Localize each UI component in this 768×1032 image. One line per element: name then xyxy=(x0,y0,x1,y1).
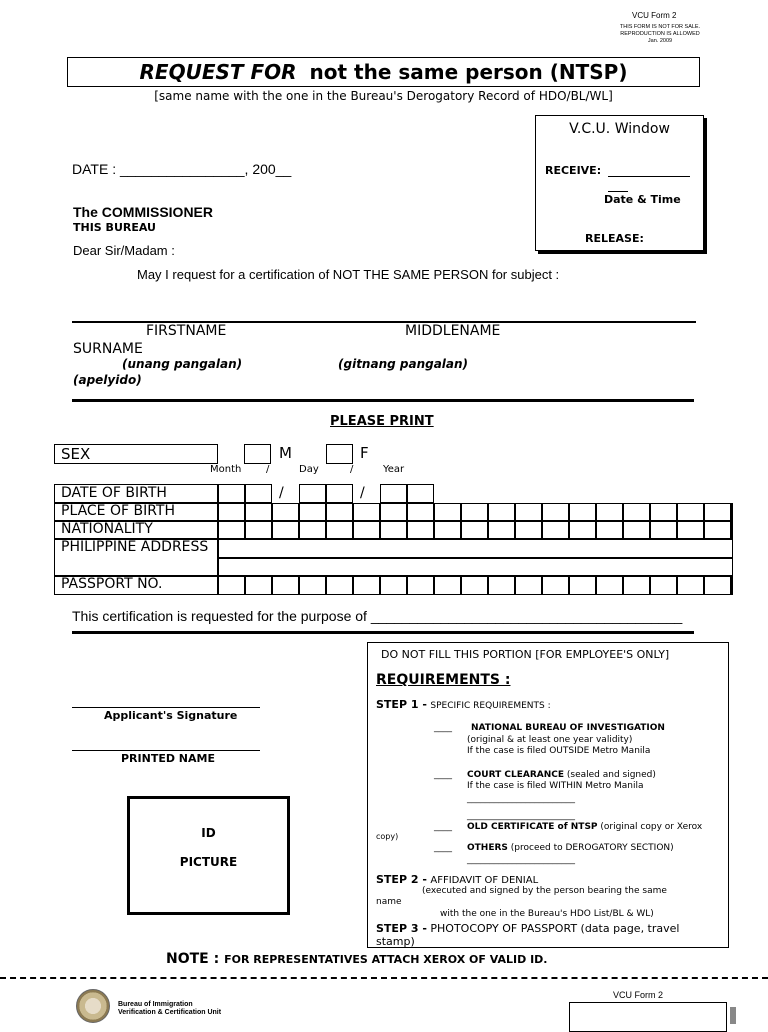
month-label: Month xyxy=(210,464,242,475)
others-title: OTHERS xyxy=(467,843,508,853)
char-box[interactable] xyxy=(650,521,677,539)
court-clearance-title: COURT CLEARANCE xyxy=(467,770,564,780)
char-box[interactable] xyxy=(326,521,353,539)
char-box[interactable] xyxy=(407,576,434,595)
char-box[interactable] xyxy=(407,521,434,539)
char-box[interactable] xyxy=(380,576,407,595)
surname-translation: (apelyido) xyxy=(73,373,142,387)
address-line-field[interactable] xyxy=(218,558,733,576)
char-box[interactable] xyxy=(488,576,515,595)
notice-line: REPRODUCTION IS ALLOWED xyxy=(620,31,700,37)
others-note: (proceed to DEROGATORY SECTION) xyxy=(510,843,674,853)
greeting: Dear Sir/Madam : xyxy=(73,243,175,258)
printed-name-label: PRINTED NAME xyxy=(121,752,215,765)
step-1 xyxy=(376,698,551,711)
firstname-label: FIRSTNAME xyxy=(146,323,227,339)
addressee-sub: THIS BUREAU xyxy=(73,221,156,234)
nationality-label: NATIONALITY xyxy=(61,521,153,537)
char-box[interactable] xyxy=(488,503,515,521)
employee-only-header: DO NOT FILL THIS PORTION [FOR EMPLOYEE'S ONLY] xyxy=(381,648,670,661)
firstname-translation: (unang pangalan) xyxy=(122,357,243,371)
middlename-translation: (gitnang pangalan) xyxy=(338,357,469,371)
dob-digit-box[interactable] xyxy=(407,484,434,503)
note-label: NOTE : xyxy=(166,951,220,967)
char-box[interactable] xyxy=(704,503,731,521)
applicant-signature-label: Applicant's Signature xyxy=(104,709,238,722)
char-box[interactable] xyxy=(326,576,353,595)
sex-label: SEX xyxy=(54,444,218,464)
notice-line: THIS FORM IS NOT FOR SALE. xyxy=(619,24,701,30)
char-box[interactable] xyxy=(218,521,245,539)
char-box[interactable] xyxy=(731,576,733,595)
address-line-field[interactable] xyxy=(218,539,733,558)
char-box[interactable] xyxy=(731,503,733,521)
char-box[interactable] xyxy=(515,503,542,521)
page-title xyxy=(67,57,700,87)
char-box[interactable] xyxy=(272,576,299,595)
char-box[interactable] xyxy=(596,521,623,539)
release-label: RELEASE: xyxy=(585,232,644,245)
vcu-window-title: V.C.U. Window xyxy=(569,121,670,137)
char-box[interactable] xyxy=(461,576,488,595)
org-name: Bureau of Immigration xyxy=(118,1001,193,1008)
female-checkbox[interactable] xyxy=(326,444,353,464)
char-box[interactable] xyxy=(218,503,245,521)
name-line-bottom xyxy=(72,399,694,402)
title-prefix: REQUEST FOR xyxy=(139,60,297,84)
char-box[interactable] xyxy=(245,503,272,521)
char-box[interactable] xyxy=(326,503,353,521)
step-2-label: STEP 2 - xyxy=(376,873,427,886)
bureau-seal-icon xyxy=(76,989,110,1023)
step-2-text: AFFIDAVIT OF DENIAL xyxy=(430,875,539,886)
char-box[interactable] xyxy=(542,503,569,521)
date-time-label: Date & Time xyxy=(604,193,681,206)
char-box[interactable] xyxy=(488,521,515,539)
court-clearance-checkbox[interactable]: ____ xyxy=(434,770,452,780)
dob-digit-box[interactable] xyxy=(380,484,407,503)
id-picture-label: ID xyxy=(201,826,216,840)
purpose-line xyxy=(72,631,694,634)
char-box[interactable] xyxy=(353,503,380,521)
date-separator: / xyxy=(350,464,354,475)
step-1-label: STEP 1 - xyxy=(376,698,427,711)
dob-digit-box[interactable] xyxy=(299,484,326,503)
others-checkbox[interactable]: ____ xyxy=(434,843,452,853)
char-box[interactable] xyxy=(407,503,434,521)
philippine-address-label: PHILIPPINE ADDRESS xyxy=(61,539,209,555)
char-box[interactable] xyxy=(515,521,542,539)
step-3-label: STEP 3 - xyxy=(376,922,427,935)
char-box[interactable] xyxy=(299,576,326,595)
char-box[interactable] xyxy=(650,576,677,595)
char-box[interactable] xyxy=(542,576,569,595)
middlename-label: MIDDLENAME xyxy=(405,323,501,339)
date-field[interactable]: DATE : ________________, 200__ xyxy=(72,161,292,177)
step-3 xyxy=(376,922,679,935)
court-clearance-item xyxy=(467,770,656,780)
char-box[interactable] xyxy=(542,521,569,539)
char-box[interactable] xyxy=(272,521,299,539)
char-box[interactable] xyxy=(434,521,461,539)
step-2 xyxy=(376,873,538,886)
step-2-note: with the one in the Bureau's HDO List/BL & WL) xyxy=(440,909,654,919)
requirements-title: REQUIREMENTS : xyxy=(376,672,511,688)
court-clearance-note: If the case is filed WITHIN Metro Manila xyxy=(467,781,644,791)
nbi-checkbox[interactable]: ____ xyxy=(434,723,452,733)
place-of-birth-label: PLACE OF BIRTH xyxy=(61,503,176,519)
please-print-label: PLEASE PRINT xyxy=(330,414,434,429)
request-text: May I request for a certification of NOT THE SAME PERSON for subject : xyxy=(137,267,560,282)
old-certificate-item xyxy=(467,822,702,832)
dob-digit-box[interactable] xyxy=(218,484,245,503)
char-box[interactable] xyxy=(380,521,407,539)
char-box[interactable] xyxy=(299,521,326,539)
char-box[interactable] xyxy=(704,521,731,539)
char-box[interactable] xyxy=(677,503,704,521)
step-2-note: name xyxy=(376,897,402,907)
date-of-birth-label: DATE OF BIRTH xyxy=(61,485,167,501)
old-certificate-note-wrap: copy) xyxy=(376,832,399,841)
old-certificate-title: OLD CERTIFICATE of NTSP xyxy=(467,822,598,832)
note-text: FOR REPRESENTATIVES ATTACH XEROX OF VALID ID. xyxy=(224,953,548,966)
old-certificate-line: ________________________ xyxy=(467,811,575,821)
char-box[interactable] xyxy=(272,503,299,521)
id-picture-label: PICTURE xyxy=(179,855,238,869)
employee-only-section xyxy=(367,642,729,948)
male-checkbox[interactable] xyxy=(244,444,271,464)
char-box[interactable] xyxy=(434,576,461,595)
form-code: VCU Form 2 xyxy=(632,11,677,20)
male-label: M xyxy=(279,444,292,462)
char-box[interactable] xyxy=(299,503,326,521)
nbi-note: (original & at least one year validity) xyxy=(467,735,633,745)
char-box[interactable] xyxy=(704,576,731,595)
char-box[interactable] xyxy=(677,521,704,539)
court-clearance-note: (sealed and signed) xyxy=(566,770,656,780)
others-item xyxy=(467,843,674,853)
date-separator: / xyxy=(266,464,270,475)
footer-box xyxy=(569,1002,727,1032)
receive-field-cont xyxy=(608,191,628,192)
cut-line xyxy=(0,977,768,979)
dob-digit-box[interactable] xyxy=(245,484,272,503)
old-certificate-checkbox[interactable]: ____ xyxy=(434,822,452,832)
nbi-note: If the case is filed OUTSIDE Metro Manila xyxy=(467,746,651,756)
char-box[interactable] xyxy=(353,521,380,539)
passport-no-label: PASSPORT NO. xyxy=(61,576,163,592)
step-3-text: PHOTOCOPY OF PASSPORT (data page, travel xyxy=(430,922,680,935)
printed-name-line[interactable] xyxy=(72,750,260,751)
purpose-field[interactable]: This certification is requested for the purpose of ________________________________________ xyxy=(72,608,683,624)
page-subtitle: [same name with the one in the Bureau's Derogatory Record of HDO/BL/WL] xyxy=(154,89,613,103)
footer-form-code: VCU Form 2 xyxy=(613,990,664,1000)
char-box[interactable] xyxy=(650,503,677,521)
org-unit: Verification & Certification Unit xyxy=(118,1009,222,1016)
char-box[interactable] xyxy=(434,503,461,521)
char-box[interactable] xyxy=(731,521,733,539)
char-box[interactable] xyxy=(623,576,650,595)
nbi-title: NATIONAL BUREAU OF INVESTIGATION xyxy=(471,723,665,733)
step-3-cont: stamp) xyxy=(376,935,415,948)
char-box[interactable] xyxy=(623,503,650,521)
dob-separator: / xyxy=(279,485,284,501)
signature-line[interactable] xyxy=(72,707,260,708)
char-box[interactable] xyxy=(569,576,596,595)
old-certificate-note: (original copy or Xerox xyxy=(600,822,703,832)
char-box[interactable] xyxy=(569,521,596,539)
court-clearance-line: ________________________ xyxy=(467,794,575,804)
char-box[interactable] xyxy=(245,576,272,595)
char-box[interactable] xyxy=(515,576,542,595)
receive-label: RECEIVE: xyxy=(545,164,602,177)
char-box[interactable] xyxy=(569,503,596,521)
day-label: Day xyxy=(299,464,319,475)
dob-separator: / xyxy=(360,485,365,501)
notice-line: Jan. 2009 xyxy=(647,38,673,44)
char-box[interactable] xyxy=(461,503,488,521)
addressee: The COMMISSIONER xyxy=(73,204,214,220)
char-box[interactable] xyxy=(353,576,380,595)
others-line: ________________________ xyxy=(467,855,575,865)
receive-field[interactable] xyxy=(608,176,690,177)
title-main: not the same person (NTSP) xyxy=(309,60,628,84)
step-1-text: SPECIFIC REQUIREMENTS : xyxy=(430,701,551,711)
char-box[interactable] xyxy=(218,576,245,595)
note xyxy=(166,951,547,967)
char-box[interactable] xyxy=(461,521,488,539)
char-box[interactable] xyxy=(623,521,650,539)
char-box[interactable] xyxy=(380,503,407,521)
char-box[interactable] xyxy=(245,521,272,539)
reproduction-notice xyxy=(612,24,708,45)
surname-label: SURNAME xyxy=(73,341,143,357)
char-box[interactable] xyxy=(596,576,623,595)
female-label: F xyxy=(360,444,369,462)
year-label: Year xyxy=(383,464,405,475)
step-2-note: (executed and signed by the person bearing the same xyxy=(422,886,667,896)
char-box[interactable] xyxy=(596,503,623,521)
scrollbar-thumb[interactable] xyxy=(730,1007,736,1024)
dob-digit-box[interactable] xyxy=(326,484,353,503)
char-box[interactable] xyxy=(677,576,704,595)
